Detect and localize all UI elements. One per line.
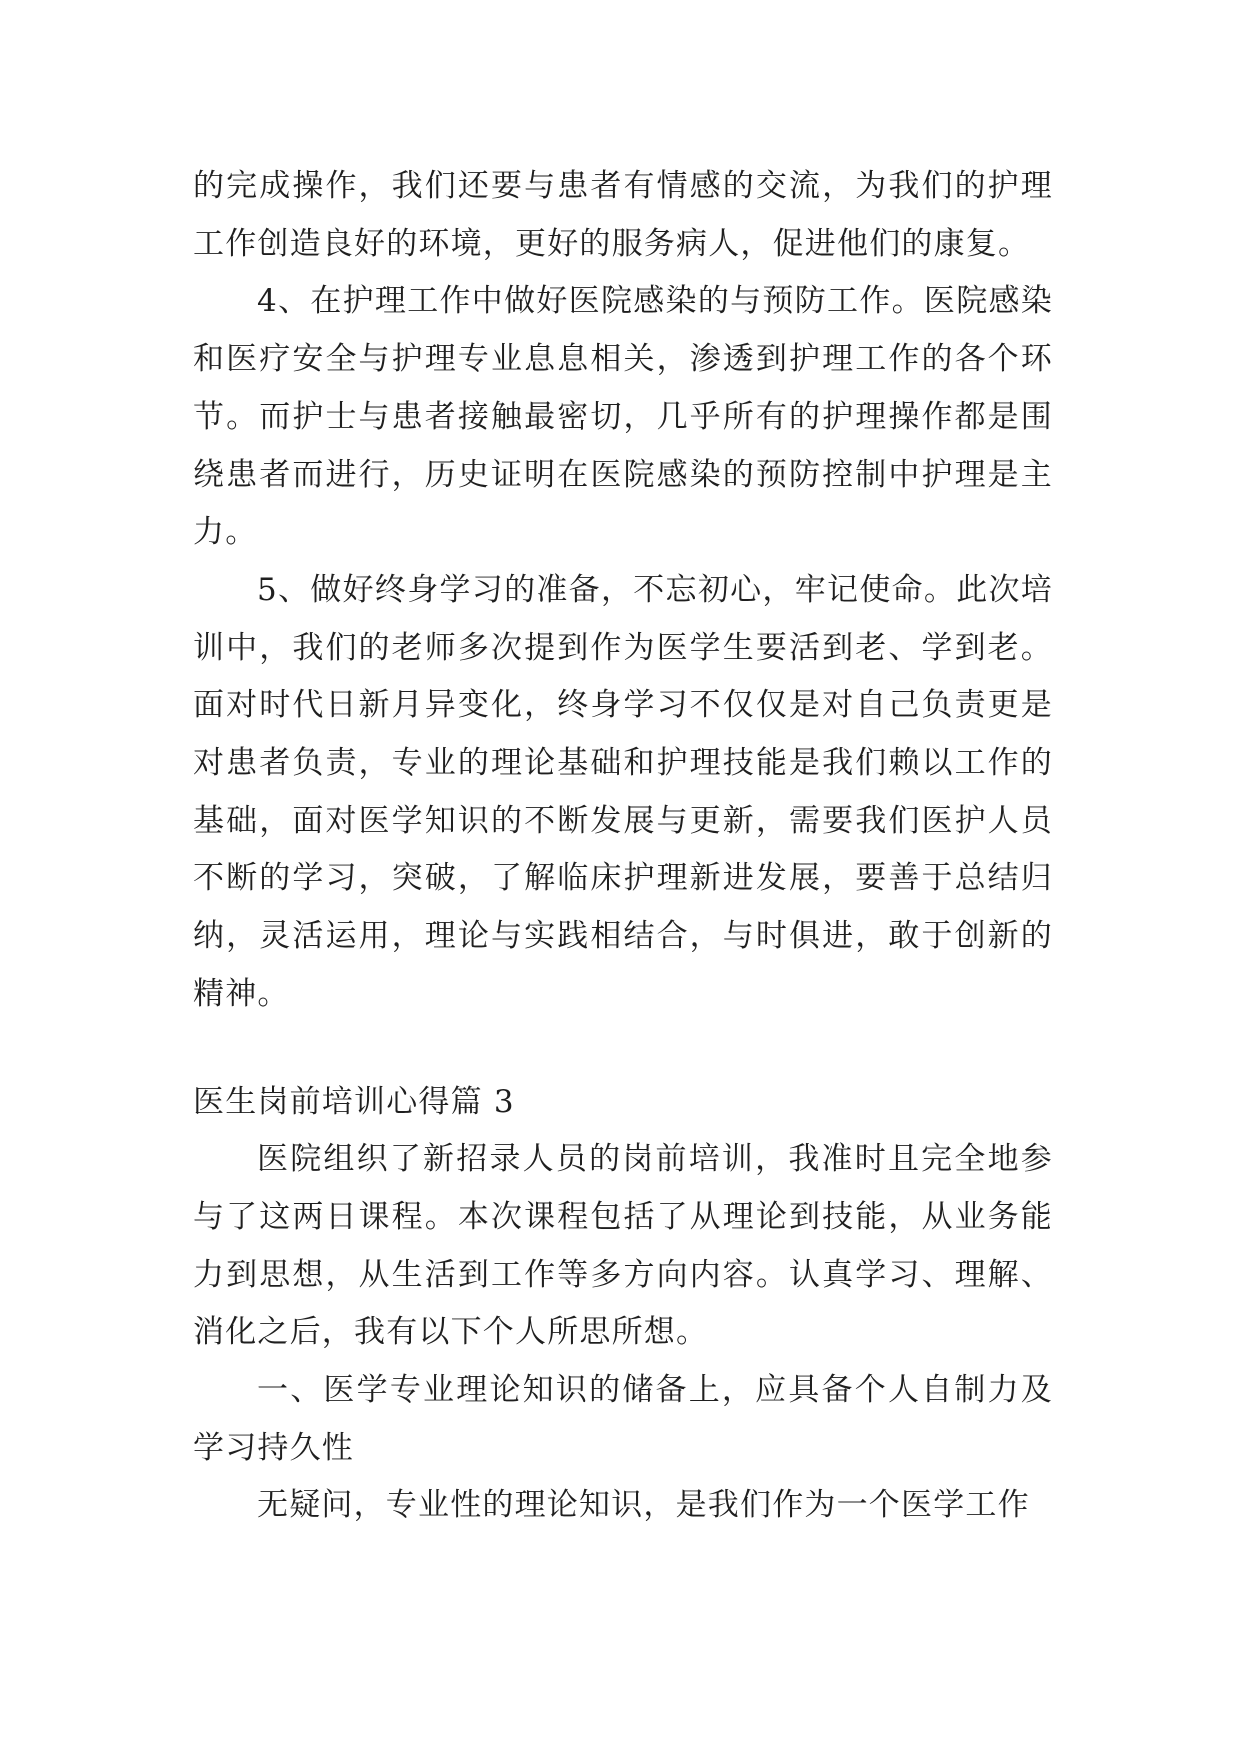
paragraph-partial: 无疑问，专业性的理论知识，是我们作为一个医学工作 <box>257 1487 1030 1524</box>
paragraph-item-4: 4、在护理工作中做好医院感染的与预防工作。医院感染和医疗安全与护理专业息息相关，渗透到护理工作的各个环节。而护士与患者接触最密切，几乎所有的护理操作都是围绕患者而进行，历史证明在医院感染的预防控制中护理是主力。 <box>193 283 1053 551</box>
document-body <box>193 158 1053 1535</box>
paragraph-heading-one: 一、医学专业理论知识的储备上，应具备个人自制力及学习持久性 <box>193 1372 1053 1466</box>
section-title: 医生岗前培训心得篇 3 <box>193 1083 515 1120</box>
paragraph-intro: 医院组织了新招录人员的岗前培训，我准时且完全地参与了这两日课程。本次课程包括了从理论到技能，从业务能力到思想，从生活到工作等多方向内容。认真学习、理解、消化之后，我有以下个人所思所想。 <box>193 1141 1053 1351</box>
section-spacer <box>193 1024 1053 1074</box>
paragraph-continuation: 的完成操作，我们还要与患者有情感的交流，为我们的护理工作创造良好的环境，更好的服务病人，促进他们的康复。 <box>193 168 1053 262</box>
paragraph-item-5: 5、做好终身学习的准备，不忘初心，牢记使命。此次培训中，我们的老师多次提到作为医学生要活到老、学到老。面对时代日新月异变化，终身学习不仅仅是对自己负责更是对患者负责，专业的理论基础和护理技能是我们赖以工作的基础，面对医学知识的不断发展与更新，需要我们医护人员不断的学习，突破，了解临床护理新进发展，要善于总结归纳，灵活运用，理论与实践相结合，与时俱进，敢于创新的精神。 <box>193 571 1053 1012</box>
